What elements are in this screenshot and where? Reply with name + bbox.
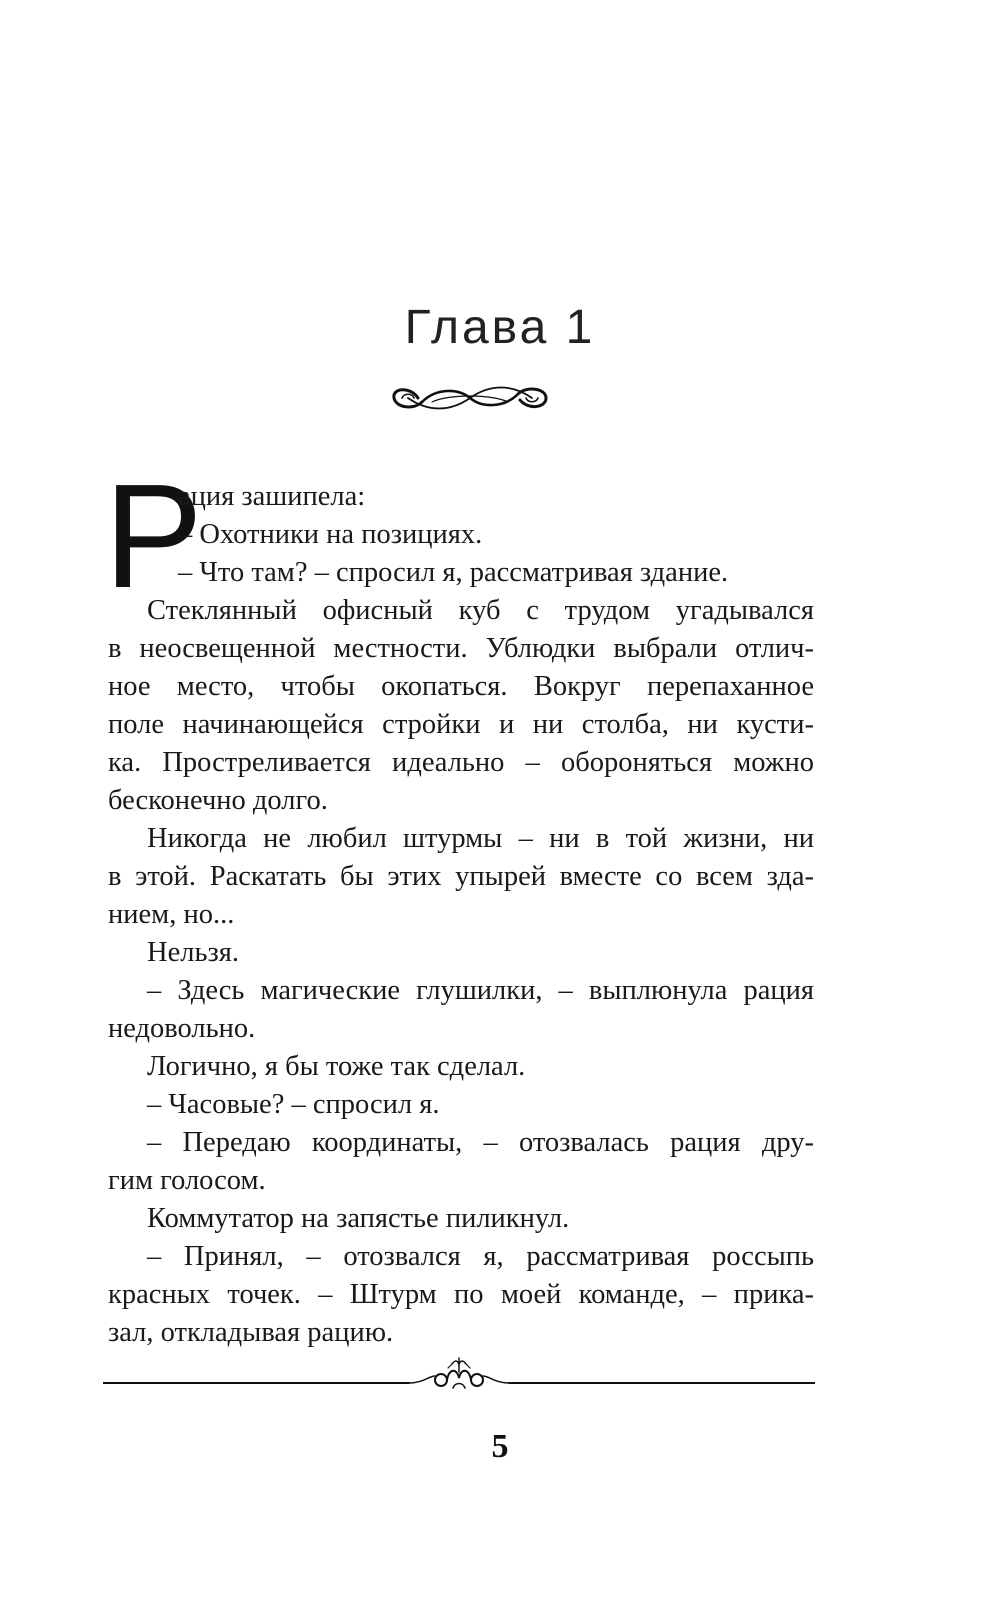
text-line: – Принял, – отозвался я, рассматривая россыпь <box>147 1241 814 1272</box>
text-line: – Охотники на позициях. <box>178 519 483 550</box>
text-line: – Часовые? – спросил я. <box>147 1089 440 1120</box>
text-line: бесконечно долго. <box>108 785 328 816</box>
text-line: в этой. Раскатать бы этих упырей вместе со всем зда- <box>108 861 814 892</box>
text-line: – Что там? – спросил я, рассматривая здание. <box>178 557 729 588</box>
text-line: недовольно. <box>108 1013 256 1044</box>
text-line: Коммутатор на запястье пиликнул. <box>147 1203 570 1234</box>
text-line: Стеклянный офисный куб с трудом угадывался <box>147 595 814 626</box>
page-number: 5 <box>491 1428 509 1465</box>
text-line: – Здесь магические глушилки, – выплюнула рация <box>147 975 814 1006</box>
flourish-ornament-icon <box>388 378 552 418</box>
text-line: – Передаю координаты, – отозвалась рация дру- <box>147 1127 814 1158</box>
text-line: поле начинающейся стройки и ни столба, ни кусти- <box>108 709 814 740</box>
footer-rule-ornament-icon <box>103 1346 815 1406</box>
text-line: нием, но... <box>108 899 235 930</box>
text-line: зал, откладывая рацию. <box>108 1317 394 1348</box>
chapter-title: Глава 1 <box>404 301 596 354</box>
text-line: ное место, чтобы окопаться. Вокруг перепаханное <box>108 671 814 702</box>
text-line: красных точек. – Штурм по моей команде, – прика- <box>108 1279 814 1310</box>
text-line: Никогда не любил штурмы – ни в той жизни, ни <box>147 823 814 854</box>
drop-cap: Р <box>104 454 203 619</box>
text-line: ация зашипела: <box>178 481 366 512</box>
text-line: Логично, я бы тоже так сделал. <box>147 1051 526 1082</box>
text-line: в неосвещенной местности. Ублюдки выбрали отлич- <box>108 633 814 664</box>
text-line: Нельзя. <box>147 937 239 968</box>
text-line: ка. Простреливается идеально – обороняться можно <box>108 747 814 778</box>
text-line: гим голосом. <box>108 1165 266 1196</box>
